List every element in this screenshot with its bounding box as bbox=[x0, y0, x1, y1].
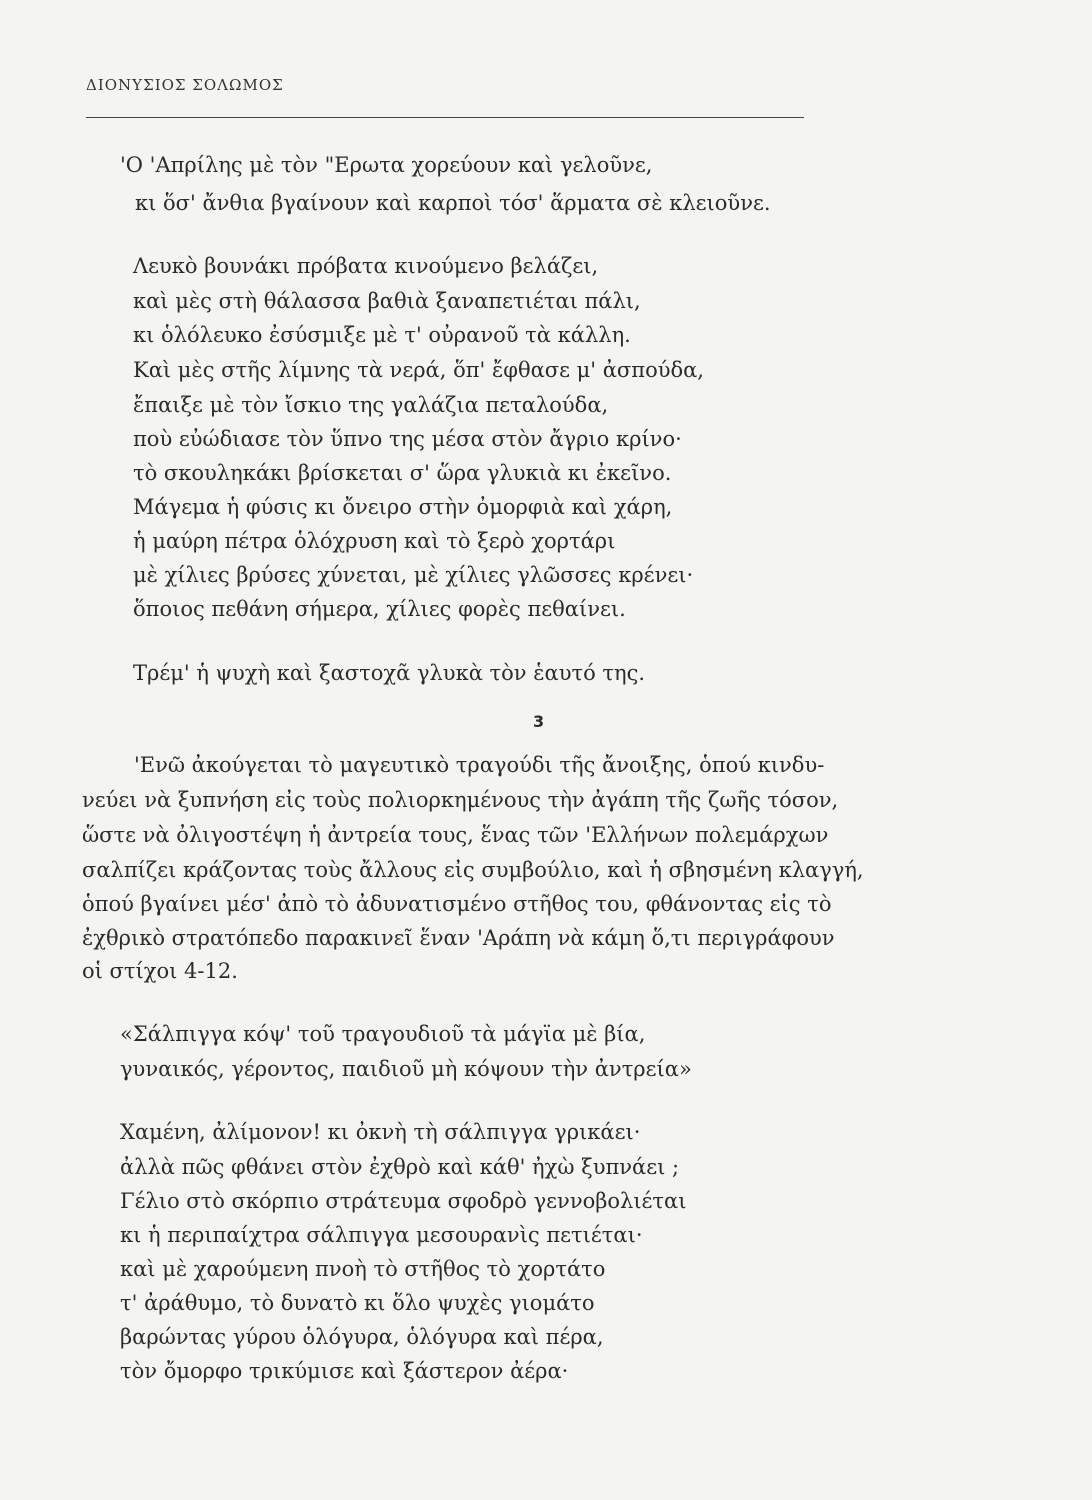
verse-line: κι ὅσ' ἄνθια βγαίνουν καὶ καρποὶ τόσ' ἅρματα σὲ κλειοῦνε. bbox=[135, 191, 771, 215]
verse-line: κι ὁλόλευκο ἐσύσμιξε μὲ τ' οὐρανοῦ τὰ κάλλη. bbox=[133, 323, 631, 347]
verse-line: ἡ μαύρη πέτρα ὁλόχρυση καὶ τὸ ξερὸ χορτάρι bbox=[133, 529, 616, 553]
header-rule bbox=[86, 117, 804, 118]
verse-line: καὶ μὲ χαρούμενη πνοὴ τὸ στῆθος τὸ χορτάτο bbox=[120, 1257, 606, 1281]
verse-line: τὸ σκουληκάκι βρίσκεται σ' ὥρα γλυκιὰ κι ἐκεῖνο. bbox=[133, 461, 672, 485]
verse-line: καὶ μὲς στὴ θάλασσα βαθιὰ ξαναπετιέται πάλι, bbox=[133, 289, 641, 313]
verse-line: βαρώντας γύρου ὁλόγυρα, ὁλόγυρα καὶ πέρα, bbox=[120, 1325, 604, 1349]
verse-line: ὅποιος πεθάνη σήμερα, χίλιες φορὲς πεθαίνει. bbox=[133, 597, 626, 621]
verse-line: Γέλιο στὸ σκόρπιο στράτευμα σφοδρὸ γεννοβολιέται bbox=[120, 1189, 687, 1213]
verse-line: τὸν ὄμορφο τρικύμισε καὶ ξάστερον ἀέρα· bbox=[120, 1359, 569, 1383]
verse-line: ἀλλὰ πῶς φθάνει στὸν ἐχθρὸ καὶ κάθ' ἠχὼ ξυπνάει ; bbox=[120, 1155, 680, 1179]
verse-line: Χαμένη, ἀλίμονον! κι ὀκνὴ τὴ σάλπιγγα γρικάει· bbox=[120, 1120, 641, 1144]
section-number: 3 bbox=[533, 712, 545, 731]
verse-line: 'Ο 'Απρίλης μὲ τὸν "Ερωτα χορεύουν καὶ γελοῦνε, bbox=[120, 153, 653, 177]
verse-line: μὲ χίλιες βρύσες χύνεται, μὲ χίλιες γλῶσσες κρένει· bbox=[133, 563, 694, 587]
verse-line: Λευκὸ βουνάκι πρόβατα κινούμενο βελάζει, bbox=[133, 254, 599, 278]
verse-line: Μάγεμα ἡ φύσις κι ὄνειρο στὴν ὀμορφιὰ καὶ χάρη, bbox=[133, 495, 673, 519]
verse-line: τ' ἀράθυμο, τὸ δυνατὸ κι ὅλο ψυχὲς γιομάτο bbox=[120, 1291, 595, 1315]
prose-line: ὥστε νὰ ὀλιγοστέψη ἡ ἀντρεία τους, ἕνας τῶν 'Ελλήνων πολεμάρχων bbox=[82, 823, 829, 847]
prose-line: οἱ στίχοι 4-12. bbox=[82, 959, 238, 983]
verse-line: ποὺ εὐώδιασε τὸν ὕπνο της μέσα στὸν ἄγριο κρίνο· bbox=[133, 427, 682, 451]
verse-line: «Σάλπιγγα κόψ' τοῦ τραγουδιοῦ τὰ μάγϊα μὲ βία, bbox=[120, 1022, 646, 1046]
verse-line: Τρέμ' ἡ ψυχὴ καὶ ξαστοχᾶ γλυκὰ τὸν ἑαυτό της. bbox=[133, 661, 646, 685]
prose-line: νεύει νὰ ξυπνήση εἰς τοὺς πολιορκημένους τὴν ἀγάπη τῆς ζωῆς τόσον, bbox=[82, 788, 839, 812]
verse-line: Καὶ μὲς στῆς λίμνης τὰ νερά, ὅπ' ἔφθασε μ' ἀσπούδα, bbox=[133, 358, 704, 382]
prose-line: ὁπού βγαίνει μέσ' ἀπὸ τὸ ἀδυνατισμένο στῆθος του, φθάνοντας εἰς τὸ bbox=[82, 892, 832, 916]
prose-line: ἐχθρικὸ στρατόπεδο παρακινεῖ ἕναν 'Αράπη νὰ κάμη ὅ,τι περιγράφουν bbox=[82, 926, 835, 950]
running-title: ΔΙΟΝΥΣΙΟΣ ΣΟΛΩΜΟΣ bbox=[86, 76, 284, 94]
prose-line: σαλπίζει κράζοντας τοὺς ἄλλους εἰς συμβούλιο, καὶ ἡ σβησμένη κλαγγή, bbox=[82, 858, 864, 882]
prose-line: 'Ενῶ ἀκούγεται τὸ μαγευτικὸ τραγούδι τῆς ἄνοιξης, ὁπού κινδυ- bbox=[134, 753, 825, 777]
verse-line: ἔπαιξε μὲ τὸν ἴσκιο της γαλάζια πεταλούδα, bbox=[133, 393, 609, 417]
verse-line: κι ἡ περιπαίχτρα σάλπιγγα μεσουρανὶς πετιέται· bbox=[120, 1223, 643, 1247]
verse-line: γυναικός, γέροντος, παιδιοῦ μὴ κόψουν τὴν ἀντρεία» bbox=[120, 1057, 692, 1081]
